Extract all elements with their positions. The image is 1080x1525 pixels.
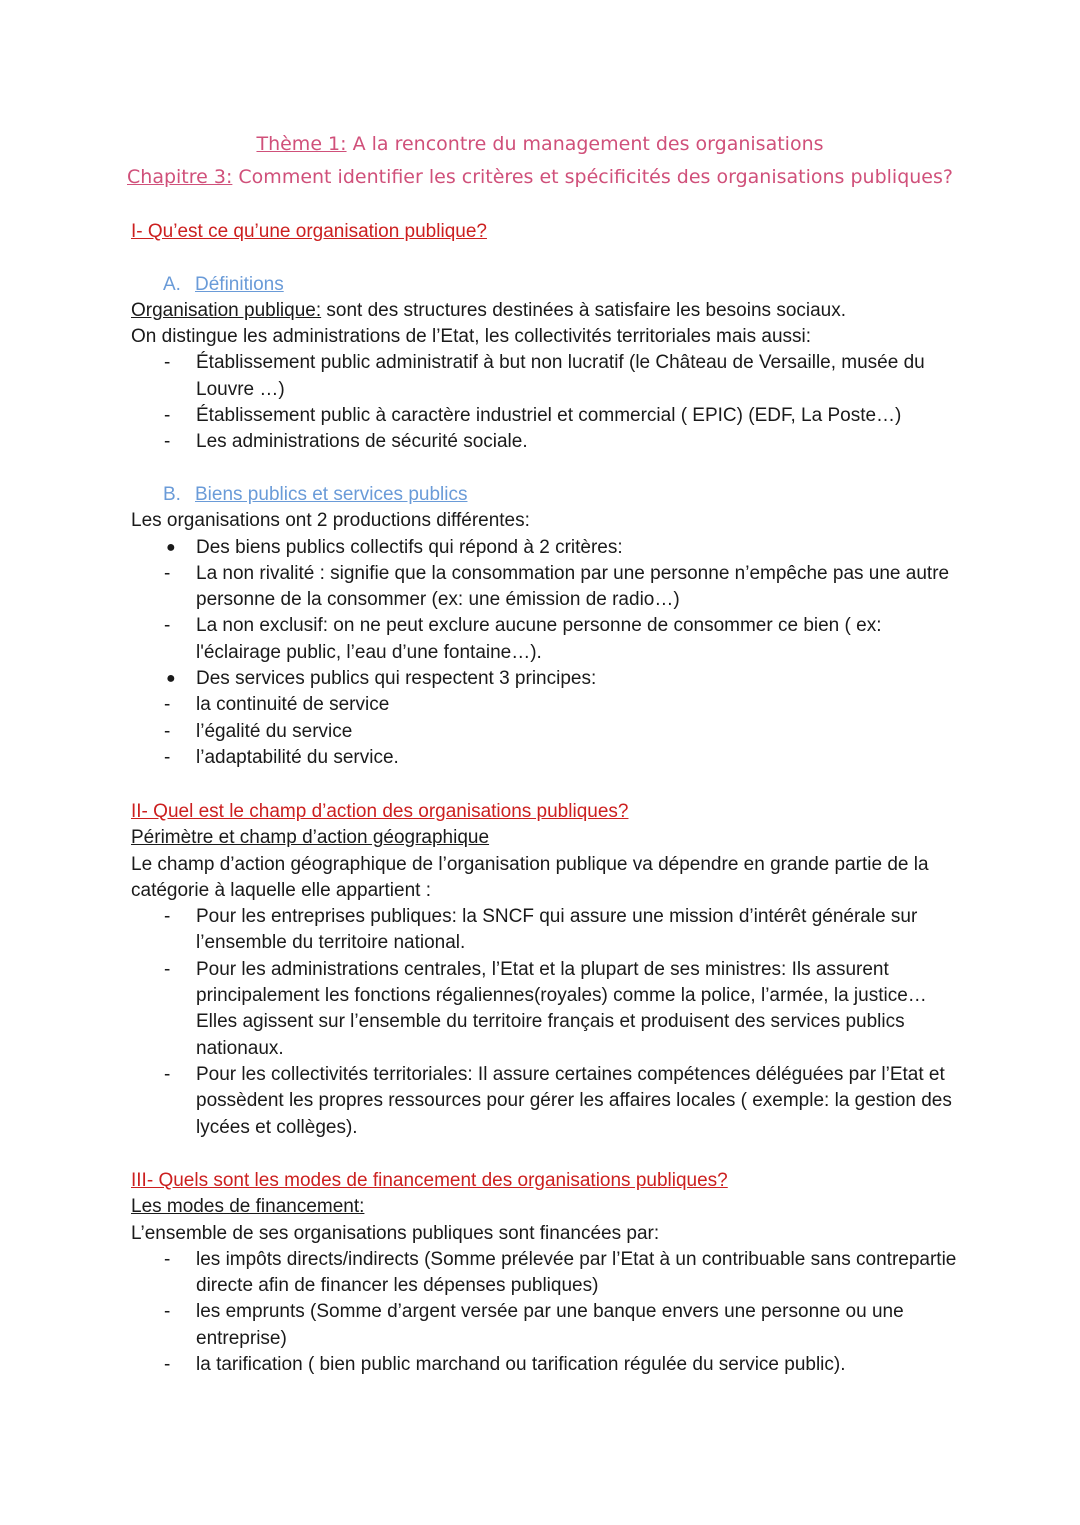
list-item-text: Établissement public à caractère industriel et commercial ( EPIC) (EDF, La Poste…) — [196, 405, 902, 427]
list-item-text: Établissement public administratif à but non lucratif (le Château de Versaille, musée du Louvre …) — [196, 352, 925, 400]
list-item — [131, 719, 961, 745]
section-3-title: III- Quels sont les modes de financement des organisations publiques? — [131, 1170, 728, 1191]
bullet-item — [131, 535, 961, 561]
chapter-label: Chapitre 3: — [127, 166, 233, 188]
list-item — [131, 1352, 961, 1378]
list-item — [131, 403, 961, 429]
section-2 — [131, 799, 961, 1141]
list-item-text: Les administrations de sécurité sociale. — [196, 431, 528, 453]
productions-intro: Les organisations ont 2 productions différentes: — [131, 510, 530, 532]
section-1 — [131, 219, 961, 771]
dash-marker: - — [164, 1063, 171, 1085]
definition-paragraph — [131, 298, 961, 324]
section-3-subtitle: Les modes de financement: — [131, 1196, 365, 1218]
list-item — [131, 350, 961, 403]
dash-marker: - — [164, 352, 171, 374]
list-item — [131, 429, 961, 455]
subheading-a — [131, 272, 961, 298]
section-2-title: II- Quel est le champ d’action des organisations publiques? — [131, 801, 629, 822]
section-3-intro: L’ensemble de ses organisations publiques sont financées par: — [131, 1222, 660, 1244]
subheading-a-letter: A. — [163, 273, 181, 295]
dash-marker: - — [164, 958, 171, 980]
dash-marker: - — [164, 615, 171, 637]
dash-marker: - — [164, 720, 171, 742]
dash-marker: - — [164, 1248, 171, 1270]
list-item-text: La non exclusif: on ne peut exclure aucune personne de consommer ce bien ( ex: l'éclairage public, l’eau d’une fontaine…). — [196, 615, 882, 663]
subheading-b-letter: B. — [163, 483, 181, 505]
subheading-b-title: Biens publics et services publics — [195, 483, 468, 505]
list-item — [131, 692, 961, 718]
dash-marker: - — [164, 1301, 171, 1323]
list-item-text: la continuité de service — [196, 694, 390, 716]
dash-marker: - — [164, 746, 171, 768]
dash-marker: - — [164, 694, 171, 716]
list-item-text: Pour les entreprises publiques: la SNCF qui assure une mission d’intérêt générale sur l’ensemble du territoire national. — [196, 906, 918, 954]
bullet-item — [131, 666, 961, 692]
list-item-text: les emprunts (Somme d’argent versée par une banque envers une personne ou une entreprise) — [196, 1301, 904, 1349]
definition-intro: On distingue les administrations de l’Etat, les collectivités territoriales mais aussi: — [131, 326, 812, 348]
section-3 — [131, 1168, 961, 1378]
list-item — [131, 904, 961, 957]
list-item — [131, 957, 961, 1062]
chapter-text: Comment identifier les critères et spécificités des organisations publiques? — [232, 166, 953, 188]
theme-title — [0, 133, 1080, 155]
list-item-text: l’égalité du service — [196, 720, 353, 742]
list-item-text: Pour les administrations centrales, l’Etat et la plupart de ses ministres: Ils assurent principalement les fonctions régaliennes(royales) comme la police, l’armée, la justice… Elles agissent sur l’ensemble du territoire français et produisent des services publics nationaux. — [196, 958, 927, 1059]
list-item — [131, 745, 961, 771]
dash-marker: - — [164, 562, 171, 584]
subheading-b — [131, 482, 961, 508]
bullet-item-text: Des biens publics collectifs qui répond à 2 critères: — [196, 536, 623, 558]
section-1-title: I- Qu’est ce qu’une organisation publique? — [131, 221, 487, 242]
theme-text: A la rencontre du management des organisations — [346, 133, 824, 155]
chapter-title — [0, 166, 1080, 188]
bullet-marker: ● — [166, 670, 176, 688]
definition-term: Organisation publique: — [131, 299, 322, 321]
section-2-subtitle: Périmètre et champ d’action géographique — [131, 827, 490, 849]
list-item-text: la tarification ( bien public marchand ou tarification régulée du service public). — [196, 1354, 846, 1376]
subheading-a-title: Définitions — [195, 273, 284, 295]
list-item-text: les impôts directs/indirects (Somme prélevée par l’Etat à un contribuable sans contrepartie directe afin de financer les dépenses publiques) — [196, 1248, 957, 1297]
bullet-marker: ● — [166, 538, 176, 556]
definition-text: sont des structures destinées à satisfaire les besoins sociaux. — [321, 299, 847, 321]
list-item — [131, 561, 961, 614]
list-item — [131, 1299, 961, 1352]
section-2-intro: Le champ d’action géographique de l’organisation publique va dépendre en grande partie de la catégorie à laquelle elle appartient : — [131, 853, 929, 901]
list-item-text: La non rivalité : signifie que la consommation par une personne n’empêche pas une autre personne de la consommer (ex: une émission de radio…) — [196, 562, 950, 611]
list-item — [131, 1062, 961, 1141]
list-item-text: Pour les collectivités territoriales: Il assure certaines compétences déléguées par l’Etat et possèdent les propres ressources pour gérer les affaires locales ( exemple: la gestion des lycées et collèges). — [196, 1063, 952, 1138]
dash-marker: - — [164, 906, 171, 928]
list-item — [131, 1247, 961, 1300]
dash-marker: - — [164, 405, 171, 427]
list-item-text: l’adaptabilité du service. — [196, 746, 399, 768]
list-item — [131, 613, 961, 666]
theme-label: Thème 1: — [256, 133, 347, 155]
bullet-item-text: Des services publics qui respectent 3 principes: — [196, 668, 597, 690]
dash-marker: - — [164, 431, 171, 453]
dash-marker: - — [164, 1354, 171, 1376]
